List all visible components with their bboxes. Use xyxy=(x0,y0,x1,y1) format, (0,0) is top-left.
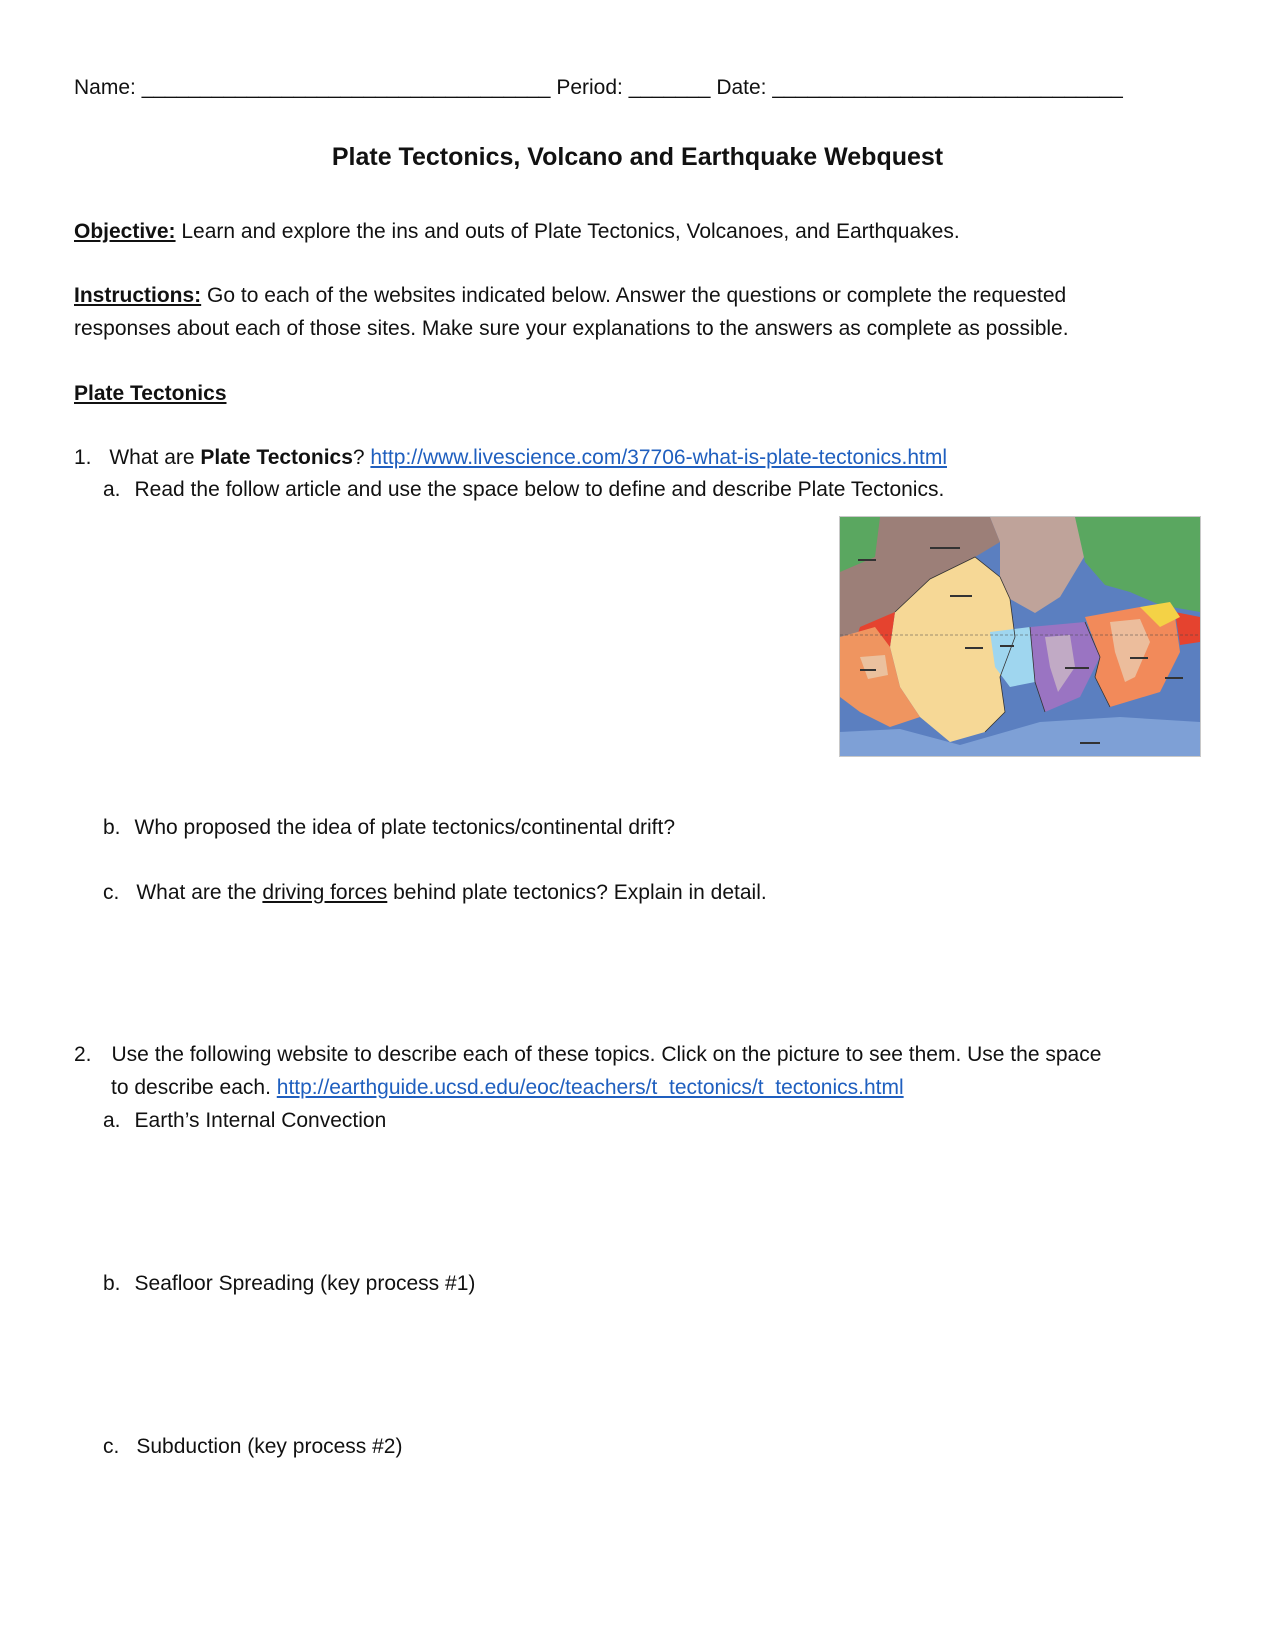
q2-link[interactable]: http://earthguide.ucsd.edu/eoc/teachers/t_tectonics/t_tectonics.html xyxy=(276,1076,904,1099)
question-2-line-2 xyxy=(111,1076,904,1100)
date-blank[interactable]: ______________________________ xyxy=(772,76,1123,99)
q2-a-text: Earth’s Internal Convection xyxy=(134,1109,387,1132)
q1-b xyxy=(103,816,675,840)
instructions-line-2: responses about each of those sites. Make sure your explanations to the answers as complete as possible. xyxy=(74,317,1069,340)
q1-c xyxy=(103,881,767,905)
period-label: Period: xyxy=(556,76,623,99)
q1-c-suffix: behind plate tectonics? Explain in detail. xyxy=(387,881,767,904)
q2-number: 2. xyxy=(74,1043,92,1066)
period-blank[interactable]: _______ xyxy=(628,76,711,99)
question-2-line-1 xyxy=(74,1043,1101,1067)
page-title: Plate Tectonics, Volcano and Earthquake Webquest xyxy=(331,143,944,171)
date-label: Date: xyxy=(716,76,767,99)
q2-a xyxy=(103,1109,386,1133)
q2-c-text: Subduction (key process #2) xyxy=(136,1435,403,1458)
q2-a-letter: a. xyxy=(103,1109,121,1132)
q1-a xyxy=(103,478,944,502)
objective-text: Learn and explore the ins and outs of Plate Tectonics, Volcanoes, and Earthquakes. xyxy=(175,220,960,243)
q1-suffix: ? xyxy=(352,446,371,469)
q1-c-underlined: driving forces xyxy=(262,881,388,904)
q2-line2-prefix: to describe each. xyxy=(111,1076,277,1099)
q1-link[interactable]: http://www.livescience.com/37706-what-is-plate-tectonics.html xyxy=(370,446,947,469)
q2-b-text: Seafloor Spreading (key process #1) xyxy=(134,1272,476,1295)
q1-b-letter: b. xyxy=(103,816,121,839)
instructions-text-1: Go to each of the websites indicated below. Answer the questions or complete the requested xyxy=(201,284,1067,307)
q2-b-letter: b. xyxy=(103,1272,121,1295)
q2-c-letter: c. xyxy=(103,1435,120,1458)
objective-label: Objective: xyxy=(74,220,176,243)
section-heading: Plate Tectonics xyxy=(74,382,227,405)
objective xyxy=(74,220,960,244)
q1-bold: Plate Tectonics xyxy=(200,446,353,469)
q1-c-prefix: What are the xyxy=(136,881,263,904)
name-blank[interactable]: ___________________________________ xyxy=(141,76,551,99)
q1-a-text: Read the follow article and use the space below to define and describe Plate Tectonics. xyxy=(134,478,945,501)
q2-b xyxy=(103,1272,475,1296)
q1-c-letter: c. xyxy=(103,881,120,904)
name-field[interactable] xyxy=(74,76,1123,100)
question-1 xyxy=(74,446,947,470)
q2-line1: Use the following website to describe each of these topics. Click on the picture to see them. Use the space xyxy=(111,1043,1102,1066)
q2-c xyxy=(103,1435,402,1459)
q1-number: 1. xyxy=(74,446,92,469)
world-tectonic-plates-map xyxy=(839,516,1201,757)
q1-a-letter: a. xyxy=(103,478,121,501)
instructions-label: Instructions: xyxy=(74,284,202,307)
q1-prefix: What are xyxy=(109,446,201,469)
instructions-line-1 xyxy=(74,284,1066,308)
name-label: Name: xyxy=(74,76,136,99)
q1-b-text: Who proposed the idea of plate tectonics/continental drift? xyxy=(134,816,676,839)
